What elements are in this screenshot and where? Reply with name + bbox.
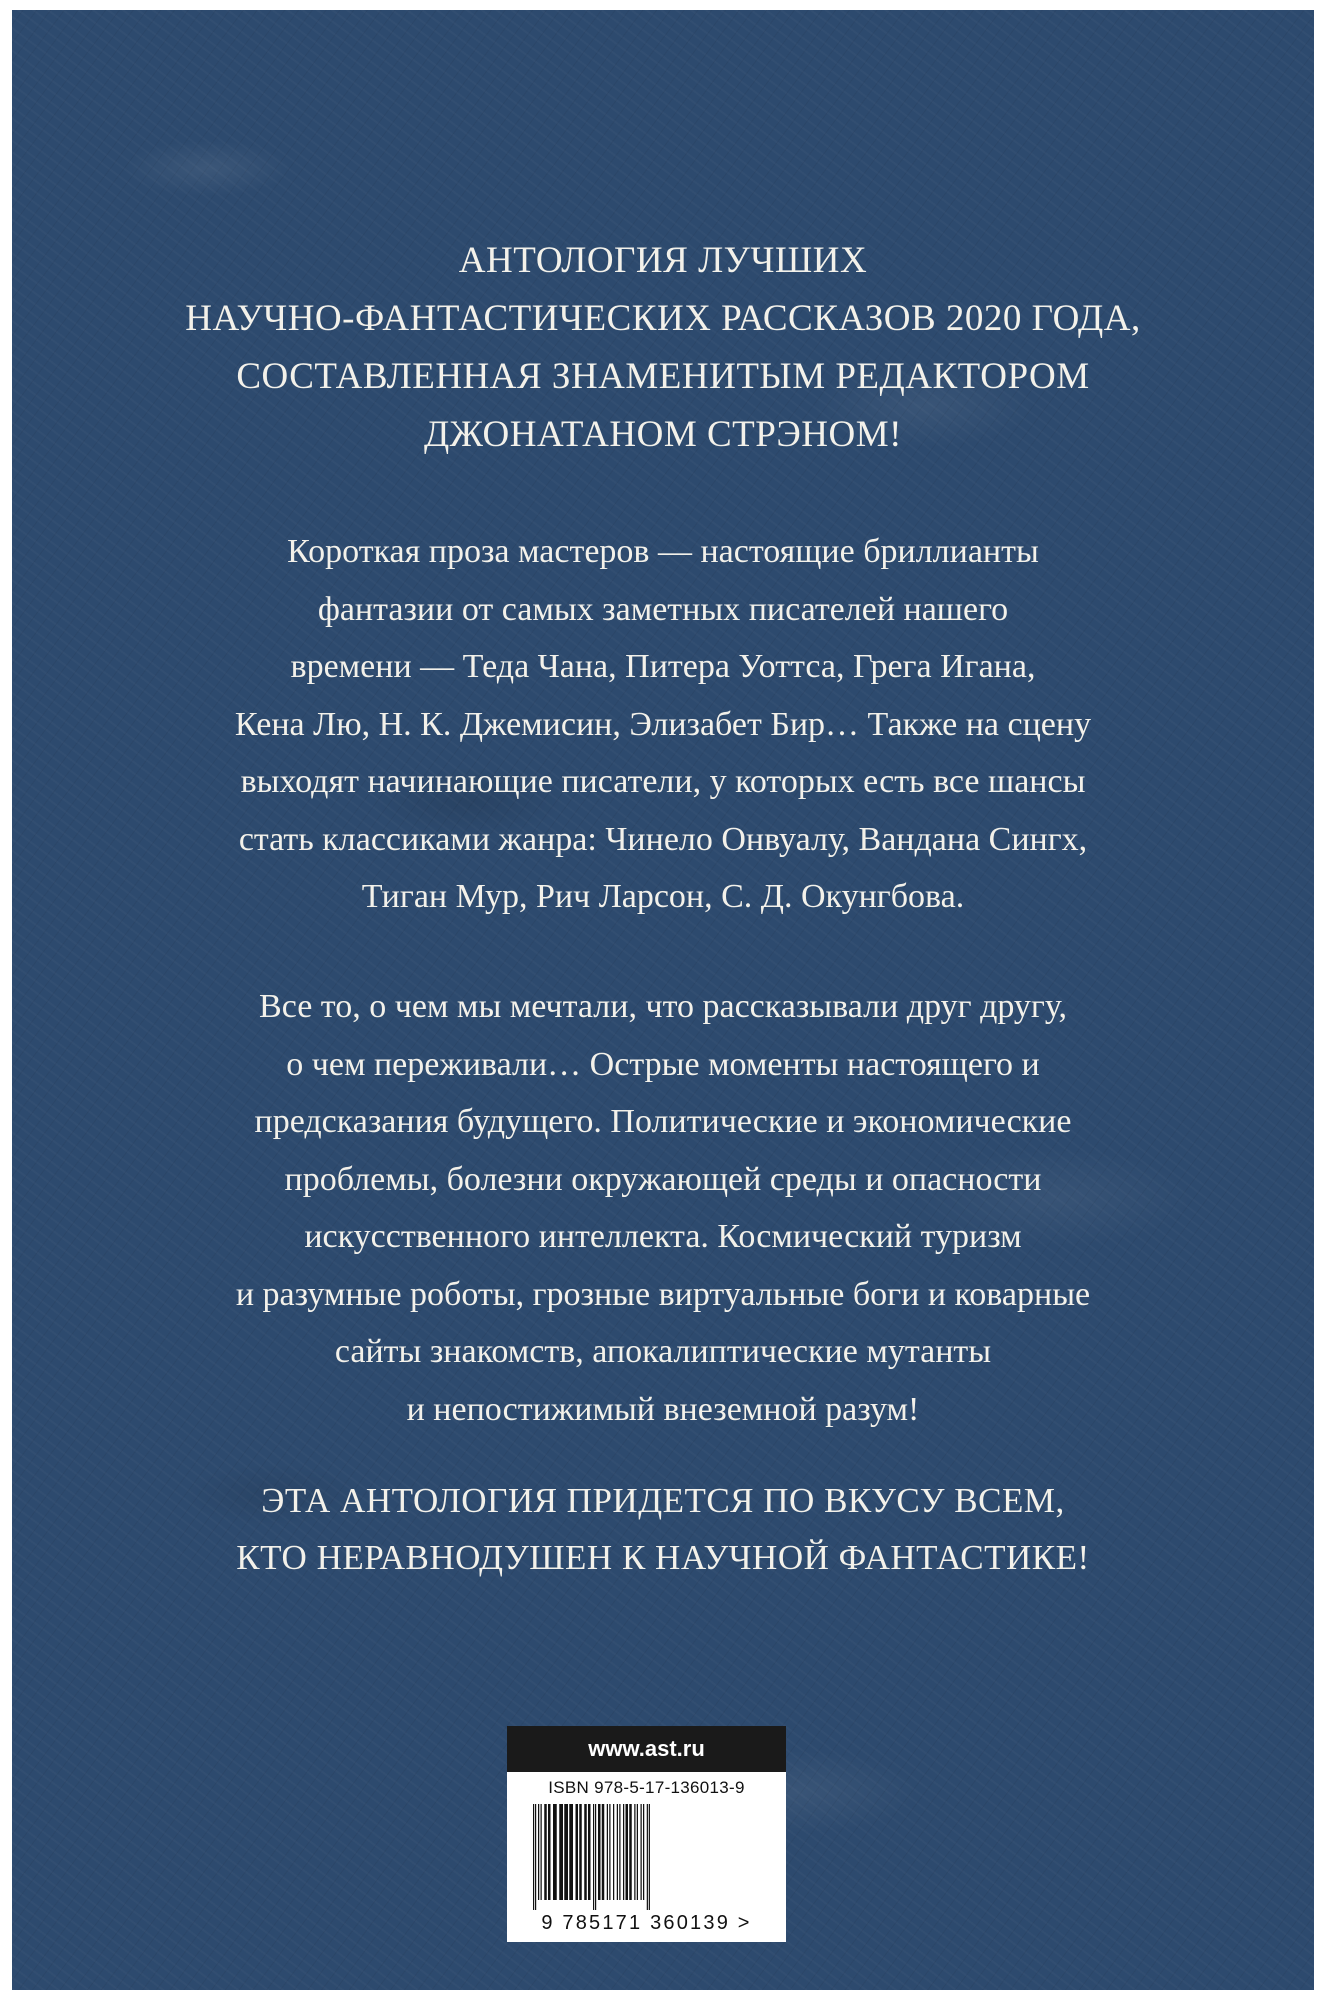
barcode-icon: [525, 1804, 768, 1910]
paragraph-line: и непостижимый внеземной разум!: [406, 1390, 920, 1428]
paragraph-line: Тиган Мур, Рич Ларсон, С. Д. Окунгбова.: [361, 878, 965, 915]
paragraph-line: проблемы, болезни окружающей среды и опасности: [284, 1160, 1042, 1198]
description-paragraph-2: [12, 978, 1314, 1438]
paragraph-line: искусственного интеллекта. Космический туризм: [304, 1218, 1022, 1255]
closing-line: КТО НЕРАВНОДУШЕН К НАУЧНОЙ ФАНТАСТИКЕ!: [236, 1538, 1090, 1577]
paragraph-line: и разумные роботы, грозные виртуальные боги и коварные: [235, 1275, 1091, 1313]
paragraph-line: предсказания будущего. Политические и экономические: [254, 1103, 1072, 1140]
paragraph-line: стать классиками жанра: Чинело Онвуалу, Вандана Сингх,: [238, 820, 1088, 858]
headline-line: НАУЧНО-ФАНТАСТИЧЕСКИХ РАССКАЗОВ 2020 ГОДА,: [185, 298, 1141, 339]
paragraph-line: выходят начинающие писатели, у которых есть все шансы: [240, 763, 1086, 800]
headline: [12, 232, 1314, 464]
paragraph-line: Короткая проза мастеров — настоящие бриллианты: [287, 533, 1039, 570]
description-paragraph-1: [12, 523, 1314, 926]
headline-line: ДЖОНАТАНОМ СТРЭНОМ!: [424, 414, 902, 455]
barcode-box: [507, 1726, 786, 1942]
closing-line: ЭТА АНТОЛОГИЯ ПРИДЕТСЯ ПО ВКУСУ ВСЕМ,: [261, 1481, 1065, 1520]
paragraph-line: сайты знакомств, апокалиптические мутанты: [334, 1333, 992, 1370]
headline-line: СОСТАВЛЕННАЯ ЗНАМЕНИТЫМ РЕДАКТОРОМ: [236, 356, 1090, 397]
publisher-url: www.ast.ru: [507, 1726, 786, 1772]
paragraph-line: фантазии от самых заметных писателей нашего: [317, 590, 1009, 628]
book-back-cover: [12, 10, 1314, 1990]
closing-statement: [12, 1472, 1314, 1586]
paragraph-line: времени — Теда Чана, Питера Уоттса, Грега Игана,: [290, 648, 1036, 685]
paragraph-line: Кена Лю, Н. К. Джемисин, Элизабет Бир… Также на сцену: [234, 705, 1092, 743]
paragraph-line: Все то, о чем мы мечтали, что рассказывали друг другу,: [259, 988, 1067, 1025]
isbn-label: ISBN 978-5-17-136013-9: [548, 1778, 745, 1797]
headline-line: АНТОЛОГИЯ ЛУЧШИХ: [458, 240, 868, 281]
barcode-digits: 9 785171 360139 >: [541, 1912, 752, 1934]
paragraph-line: о чем переживали… Острые моменты настоящего и: [286, 1045, 1040, 1083]
